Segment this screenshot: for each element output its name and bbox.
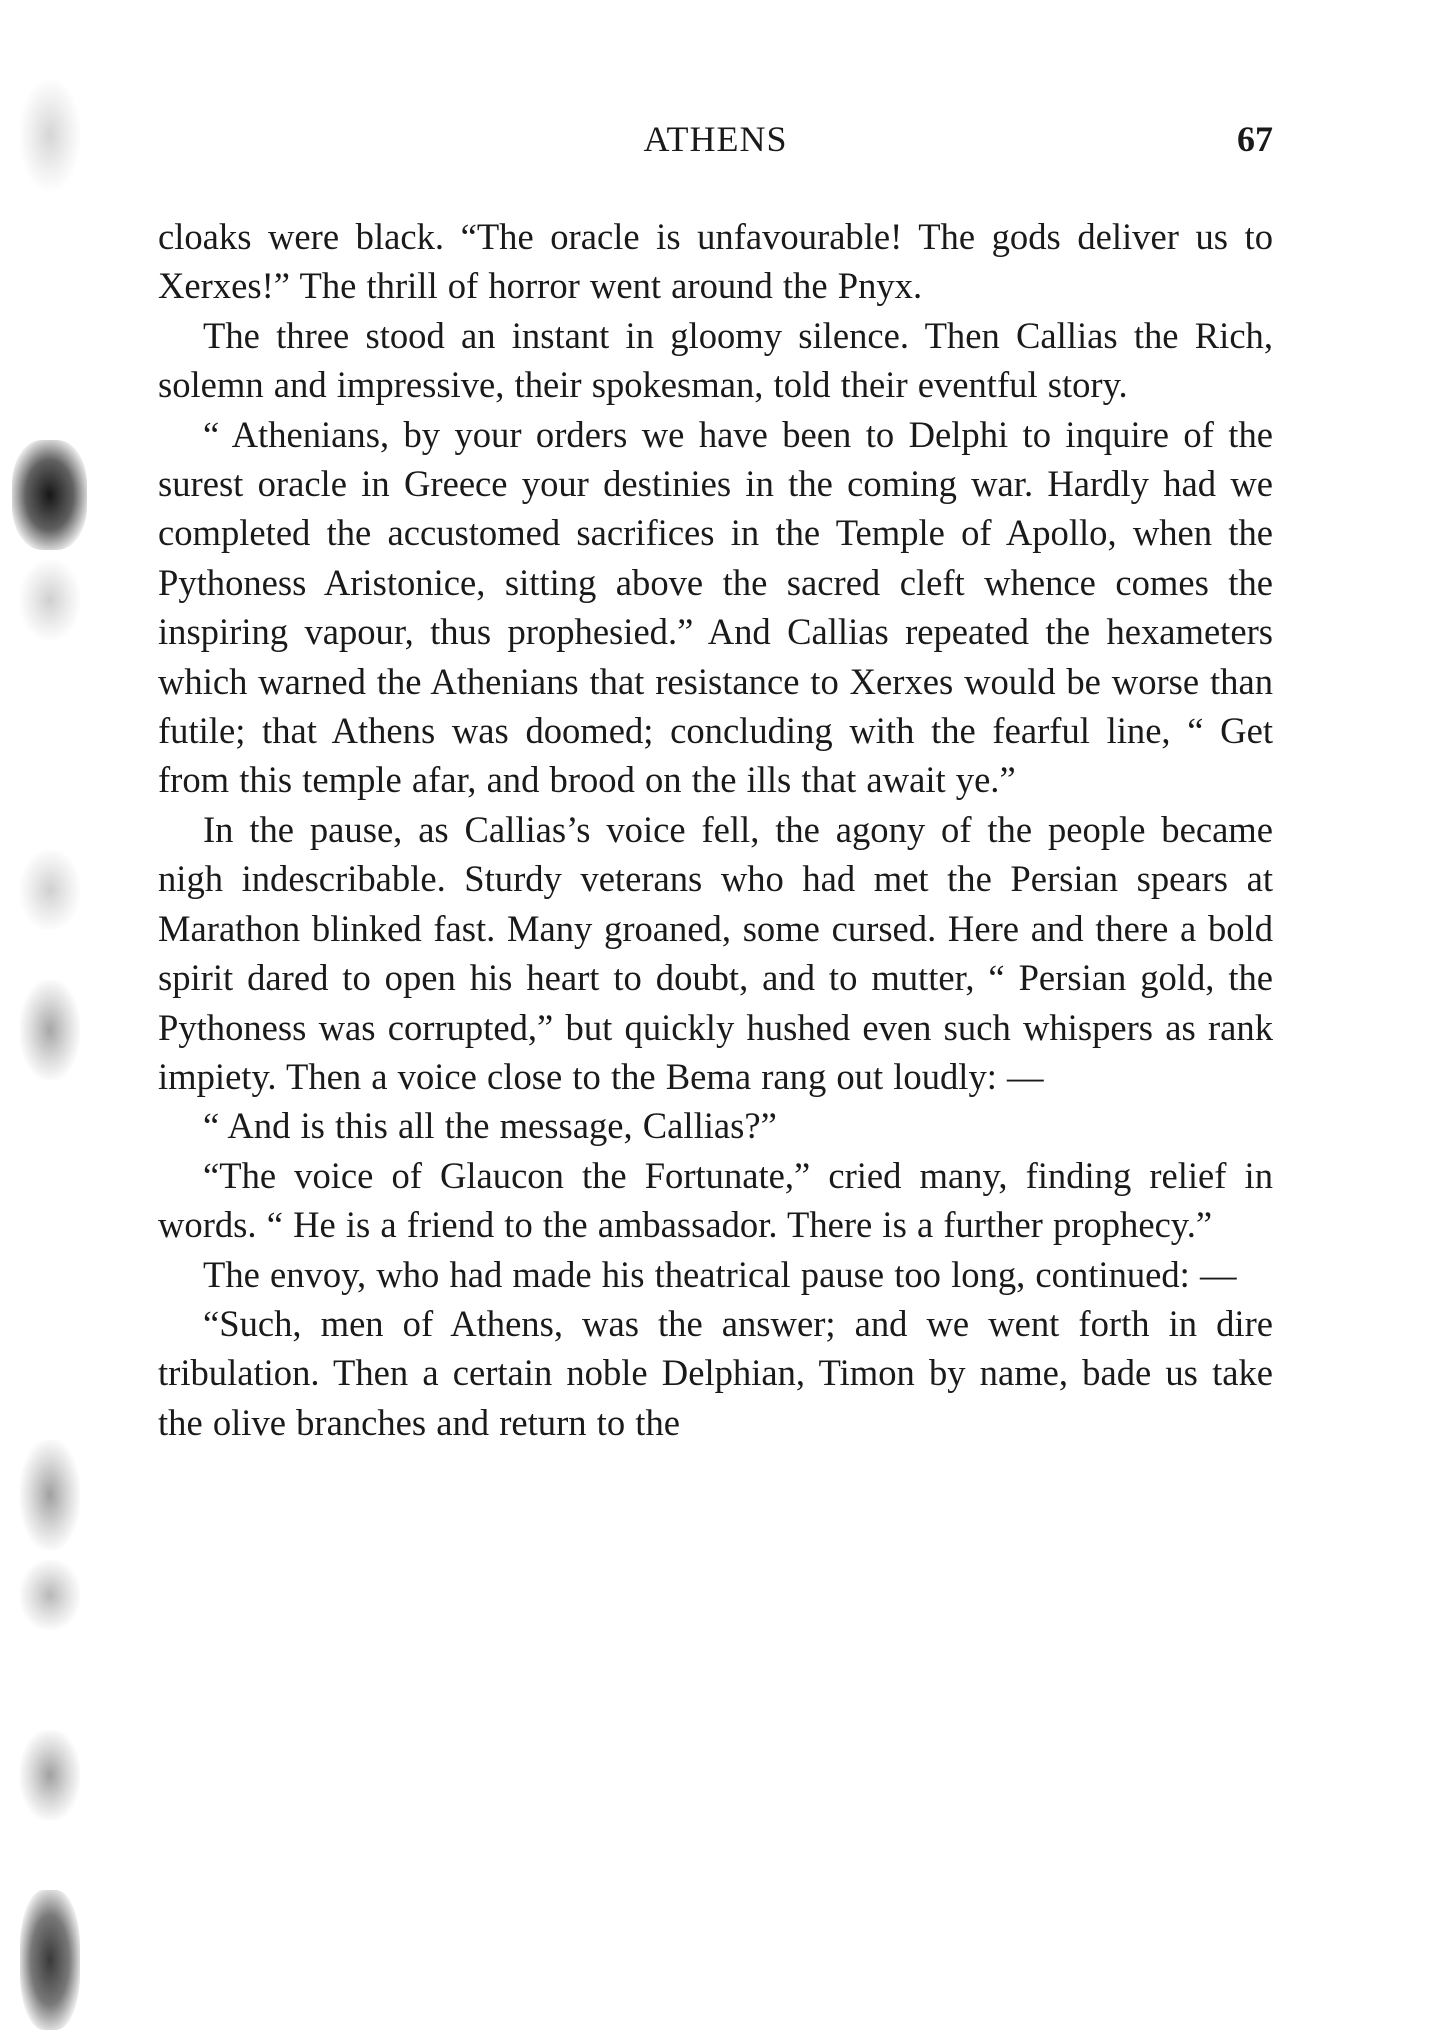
scan-smudge (20, 1560, 80, 1630)
scan-smudge (20, 1440, 80, 1550)
body-text (158, 212, 1273, 1447)
running-head: ATHENS (643, 119, 788, 159)
scan-smudge (20, 560, 80, 640)
paragraph: cloaks were black. “The oracle is unfavourable! The gods deliver us to Xerxes!” The thrill of horror went around the Pnyx. (158, 216, 1273, 307)
page-number: 67 (1237, 119, 1273, 159)
scan-smudge (20, 850, 80, 930)
paragraph: “The voice of Glaucon the Fortunate,” cried many, finding relief in words. “ He is a friend to the ambassador. There is a further prophecy.” (158, 1154, 1273, 1246)
paragraph: In the pause, as Callias’s voice fell, the agony of the people became nigh indescribable. Sturdy veterans who had met the Persian spears at Marathon blinked fast. Many groaned, some cursed. Here and there a bold spirit dared to open his heart to doubt, and to mutter, “ Persian gold, the Pythoness was corrupted,” but quickly hushed even such whispers as rank impiety. Then a voice close to the Bema rang out loudly: — (158, 808, 1273, 1097)
scan-smudge (12, 440, 87, 550)
paragraph: The three stood an instant in gloomy silence. Then Callias the Rich, solemn and impressive, their spokesman, told their eventful story. (158, 314, 1273, 406)
page-header (158, 118, 1273, 178)
scan-smudge (20, 1730, 80, 1820)
scan-smudge (20, 1890, 80, 2030)
paragraph: “Such, men of Athens, was the answer; and we went forth in dire tribulation. Then a certain noble Delphian, Timon by name, bade us take the olive branches and return to the (158, 1302, 1273, 1443)
paragraph: “ And is this all the message, Callias?” (203, 1105, 777, 1147)
scan-smudge (20, 80, 80, 190)
paragraph: The envoy, who had made his theatrical pause too long, continued: — (203, 1253, 1237, 1295)
paragraph: “ Athenians, by your orders we have been to Delphi to inquire of the surest oracle in Greece your destinies in the coming war. Hardly had we completed the accustomed sacrifices in the Temple of Apollo, when the Pythoness Aristonice, sitting above the sacred cleft whence comes the inspiring vapour, thus prophesied.” And Callias repeated the hexameters which warned the Athenians that resistance to Xerxes would be worse than futile; that Athens was doomed; concluding with the fearful line, “ Get from this temple afar, and brood on the ills that await ye.” (158, 413, 1273, 801)
scan-smudge (20, 980, 80, 1080)
